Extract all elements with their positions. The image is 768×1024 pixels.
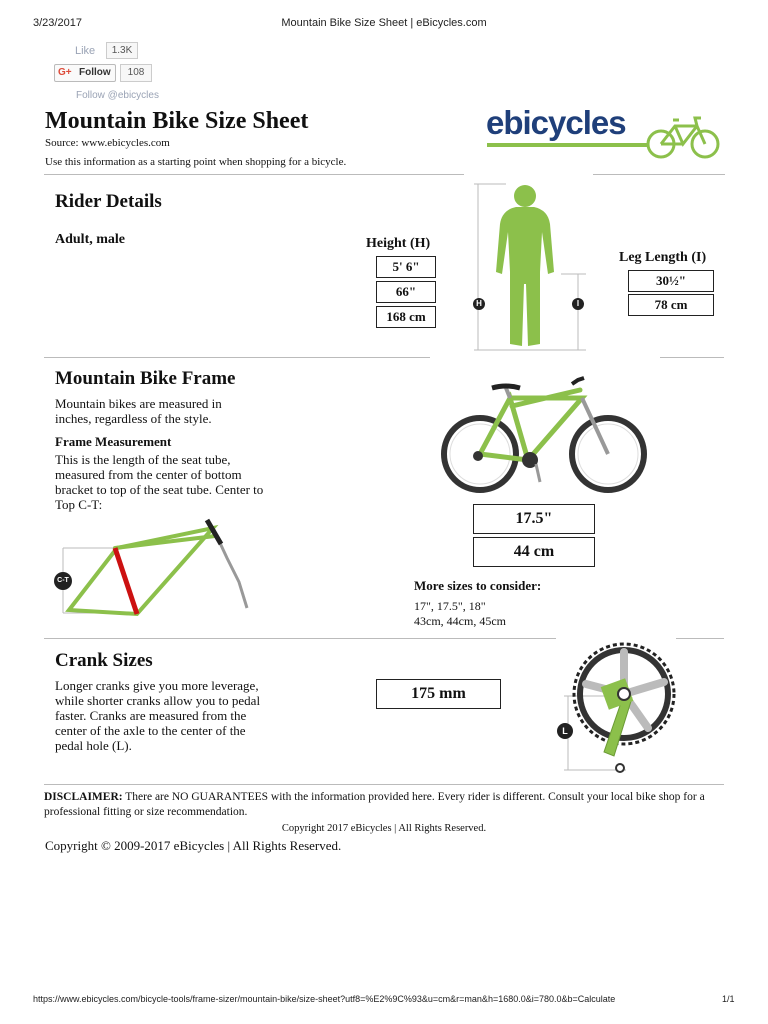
crank-illustration bbox=[556, 640, 678, 780]
page-title: Mountain Bike Size Sheet bbox=[45, 108, 309, 134]
intro-text: Use this information as a starting point when shopping for a bicycle. bbox=[45, 156, 347, 168]
gplus-icon: G+ bbox=[58, 67, 72, 78]
copyright-small: Copyright 2017 eBicycles | All Rights Reserved. bbox=[281, 823, 487, 834]
leg-marker: I bbox=[572, 298, 584, 310]
print-date: 3/23/2017 bbox=[33, 17, 82, 29]
height-label: Height (H) bbox=[366, 236, 431, 251]
leg-length-label: Leg Length (I) bbox=[619, 250, 707, 265]
crank-title: Crank Sizes bbox=[55, 650, 153, 671]
frame-diagram-illustration bbox=[55, 518, 255, 622]
crank-length-marker: L bbox=[557, 723, 573, 739]
height-marker: H bbox=[473, 298, 485, 310]
print-page-count: 1/1 bbox=[722, 994, 735, 1004]
frame-size-inches: 17.5" bbox=[473, 504, 595, 534]
frame-measurement-title: Frame Measurement bbox=[55, 434, 172, 449]
copyright-main: Copyright © 2009-2017 eBicycles | All Rights Reserved. bbox=[45, 838, 342, 853]
frame-measurement-text: This is the length of the seat tube, measured from the center of bottom bracket to top of the seat tube. Center to Top C-T: bbox=[55, 452, 264, 512]
logo-underline bbox=[487, 143, 647, 147]
like-count: 1.3K bbox=[106, 42, 138, 59]
disclaimer-text: There are NO GUARANTEES with the information provided here. Every rider is different. Consult your local bike shop for a professional fitting or size recommendation. bbox=[44, 791, 705, 818]
rider-details-title: Rider Details bbox=[55, 191, 162, 212]
height-cm-value: 168 cm bbox=[376, 306, 436, 328]
follow-link[interactable]: Follow @ebicycles bbox=[76, 90, 159, 101]
print-url: https://www.ebicycles.com/bicycle-tools/frame-sizer/mountain-bike/size-sheet?utf8=%E2%9C%93&u=cm&r=man&h=1680.0&i=780.0&b=Calculate bbox=[33, 994, 616, 1004]
bicycle-logo-icon bbox=[645, 114, 721, 160]
source-text: Source: www.ebicycles.com bbox=[45, 137, 170, 149]
disclaimer bbox=[44, 790, 724, 820]
height-feet-value: 5' 6" bbox=[376, 256, 436, 278]
frame-intro: Mountain bikes are measured in inches, regardless of the style. bbox=[55, 396, 222, 426]
leg-inches-value: 30½" bbox=[628, 270, 714, 292]
frame-title: Mountain Bike Frame bbox=[55, 368, 236, 389]
like-button[interactable]: Like bbox=[75, 45, 96, 57]
height-inches-value: 66" bbox=[376, 281, 436, 303]
center-to-top-marker: C-T bbox=[54, 572, 72, 590]
mountain-bike-illustration bbox=[432, 358, 662, 500]
more-sizes-title: More sizes to consider: bbox=[414, 578, 542, 593]
gplus-follow-button[interactable] bbox=[54, 64, 116, 82]
gplus-count: 108 bbox=[120, 64, 152, 82]
disclaimer-label: DISCLAIMER: bbox=[44, 791, 123, 803]
more-sizes-cm: 43cm, 44cm, 45cm bbox=[414, 614, 506, 628]
crank-text: Longer cranks give you more leverage, while shorter cranks allow you to pedal faster. Cranks are measured from the center of the axle to the center of the pedal hole (L). bbox=[55, 678, 261, 753]
gplus-follow-label: Follow bbox=[79, 67, 111, 78]
more-sizes-inches: 17", 17.5", 18" bbox=[414, 599, 486, 613]
rider-silhouette-illustration bbox=[466, 176, 592, 354]
ebicycles-logo bbox=[485, 104, 725, 162]
logo-wordmark: ebicycles bbox=[486, 104, 626, 141]
leg-cm-value: 78 cm bbox=[628, 294, 714, 316]
print-page-title: Mountain Bike Size Sheet | eBicycles.com bbox=[281, 17, 487, 29]
frame-size-cm: 44 cm bbox=[473, 537, 595, 567]
crank-size-value: 175 mm bbox=[376, 679, 501, 709]
rider-profile: Adult, male bbox=[55, 232, 125, 247]
